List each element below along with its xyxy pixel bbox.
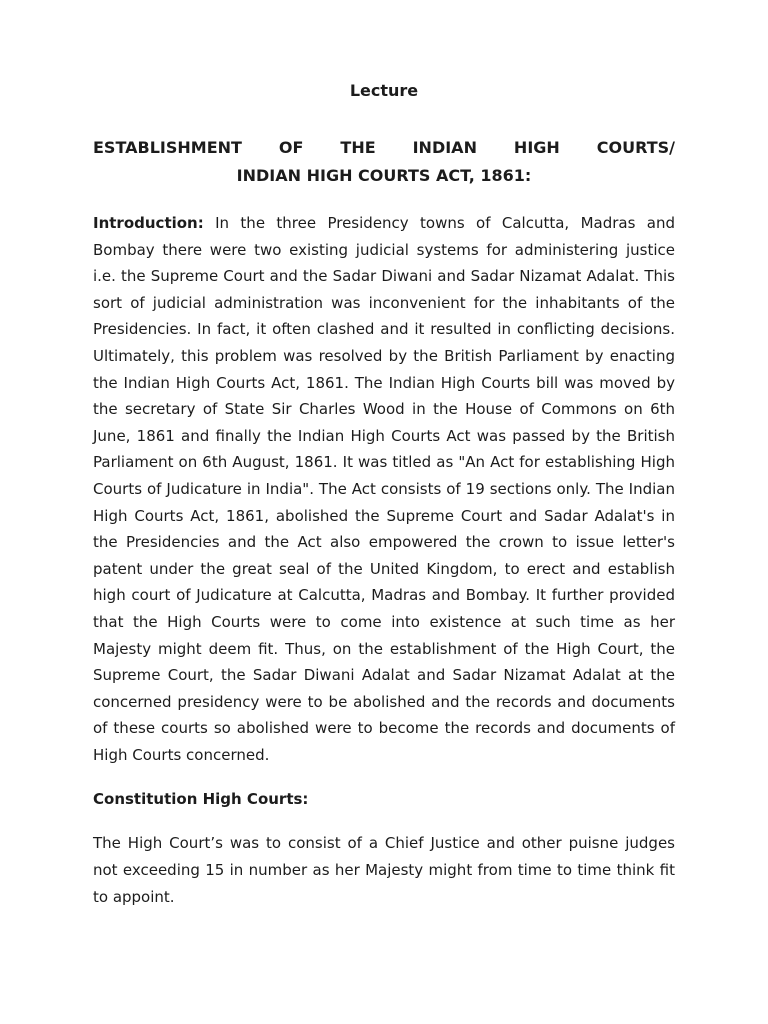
- introduction-paragraph: [93, 210, 675, 768]
- lecture-label: Lecture: [349, 81, 419, 100]
- title-line-2: INDIAN HIGH COURTS ACT, 1861:: [236, 166, 532, 185]
- introduction-text: In the three Presidency towns of Calcutta, Madras and Bombay there were two existing judicial systems for administering justice i.e. the Supreme Court and the Sadar Diwani and Sadar Nizamat Adalat. This sort of judicial administration was inconvenient for the inhabitants of the Presidencies. In fact, it often clashed and it resulted in conflicting decisions. Ultimately, this problem was resolved by the British Parliament by enacting the Indian High Courts Act, 1861. The Indian High Courts bill was moved by the secretary of State Sir Charles Wood in the House of Commons on 6th June, 1861 and finally the Indian High Courts Act was passed by the British Parliament on 6th August, 1861. It was titled as "An Act for establishing High Courts of Judicature in India". The Act consists of 19 sections only. The Indian High Courts Act, 1861, abolished the Supreme Court and Sadar Adalat's in the Presidencies and the Act also empowered the crown to issue letter's patent under the great seal of the United Kingdom, to erect and establish high court of Judicature at Calcutta, Madras and Bombay. It further provided that the High Courts were to come into existence at such time as her Majesty might deem fit. Thus, on the establishment of the High Court, the Supreme Court, the Sadar Diwani Adalat and Sadar Nizamat Adalat at the concerned presidency were to be abolished and the records and documents of these courts so abolished were to become the records and documents of High Courts concerned.: [93, 214, 675, 764]
- title-line-1: ESTABLISHMENT OF THE INDIAN HIGH COURTS/: [93, 138, 675, 157]
- introduction-label: Introduction:: [93, 214, 204, 232]
- constitution-heading: Constitution High Courts:: [93, 790, 309, 809]
- constitution-paragraph: The High Court’s was to consist of a Chief Justice and other puisne judges not exceeding 15 in number as her Majesty might from time to time think fit to appoint.: [93, 834, 675, 906]
- document-title: [93, 134, 675, 190]
- document-page: [93, 78, 675, 928]
